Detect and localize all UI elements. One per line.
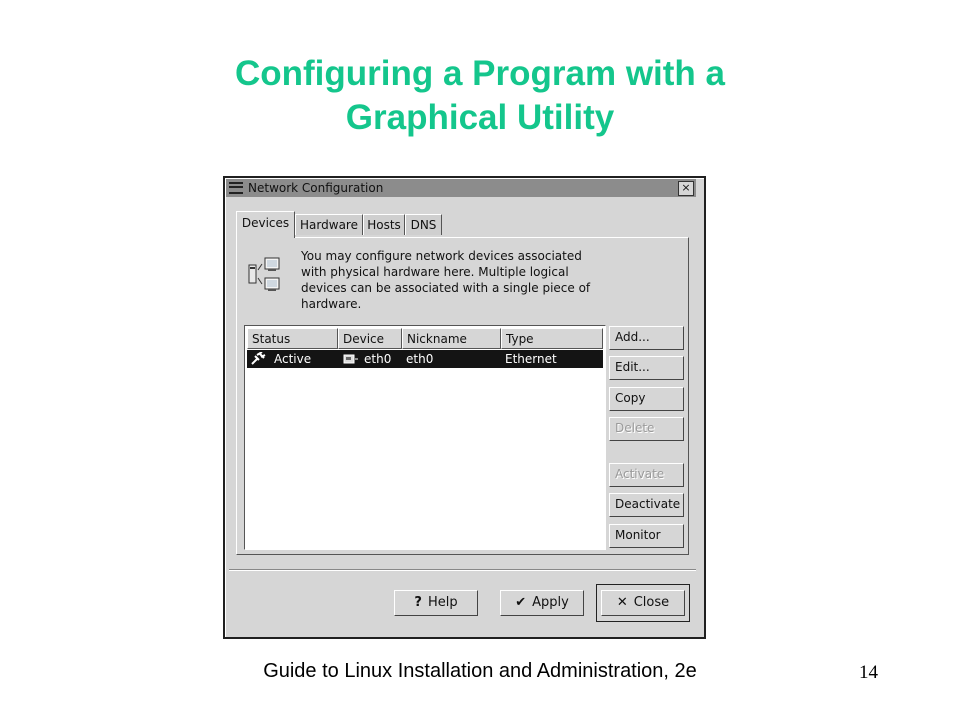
page-number: 14 [859,662,878,683]
row-type: Ethernet [505,352,557,366]
slide-title [0,52,960,140]
help-label: Help [427,595,458,610]
apply-button[interactable] [500,590,584,616]
column-header-nickname[interactable]: Nickname [402,328,501,349]
row-status: Active [274,352,312,366]
column-header-device[interactable]: Device [338,328,402,349]
add-button[interactable]: Add... [609,326,684,350]
network-card-icon [343,353,359,365]
close-label: Close [633,595,670,610]
window-menu-icon[interactable] [229,182,243,194]
tab-hardware[interactable]: Hardware [295,214,363,235]
network-devices-icon [245,256,285,298]
devices-list[interactable] [244,325,606,550]
deactivate-button[interactable]: Deactivate [609,493,684,517]
checkmark-icon: ✔ [515,595,527,610]
tab-devices[interactable]: Devices [236,211,295,238]
devices-description: You may configure network devices associated with physical hardware here. Multiple logical devices can be associated with a single piece of hardware. [301,249,591,311]
row-device: eth0 [364,352,392,366]
row-nickname: eth0 [406,352,434,366]
slide-title-line1: Configuring a Program with a [234,54,726,93]
tab-hosts[interactable]: Hosts [363,214,405,235]
help-button[interactable] [394,590,478,616]
delete-button[interactable]: Delete [609,417,684,441]
slide-title-line2: Graphical Utility [345,98,615,137]
network-configuration-window [223,176,706,639]
plug-icon [250,352,266,366]
divider [229,569,696,571]
question-mark-icon: ? [414,595,422,610]
window-title: Network Configuration [248,181,384,195]
titlebar[interactable] [226,179,696,197]
x-icon: ✕ [616,595,628,610]
column-header-status[interactable]: Status [247,328,338,349]
activate-button[interactable]: Activate [609,463,684,487]
window-close-icon[interactable]: × [678,181,694,196]
footer: Guide to Linux Installation and Administration, 2e [263,660,697,682]
apply-label: Apply [532,595,569,610]
monitor-button[interactable]: Monitor [609,524,684,548]
table-row[interactable] [247,350,603,368]
copy-button[interactable]: Copy [609,387,684,411]
close-button[interactable] [601,590,685,616]
edit-button[interactable]: Edit... [609,356,684,380]
column-header-type[interactable]: Type [501,328,603,349]
tab-dns[interactable]: DNS [405,214,442,235]
